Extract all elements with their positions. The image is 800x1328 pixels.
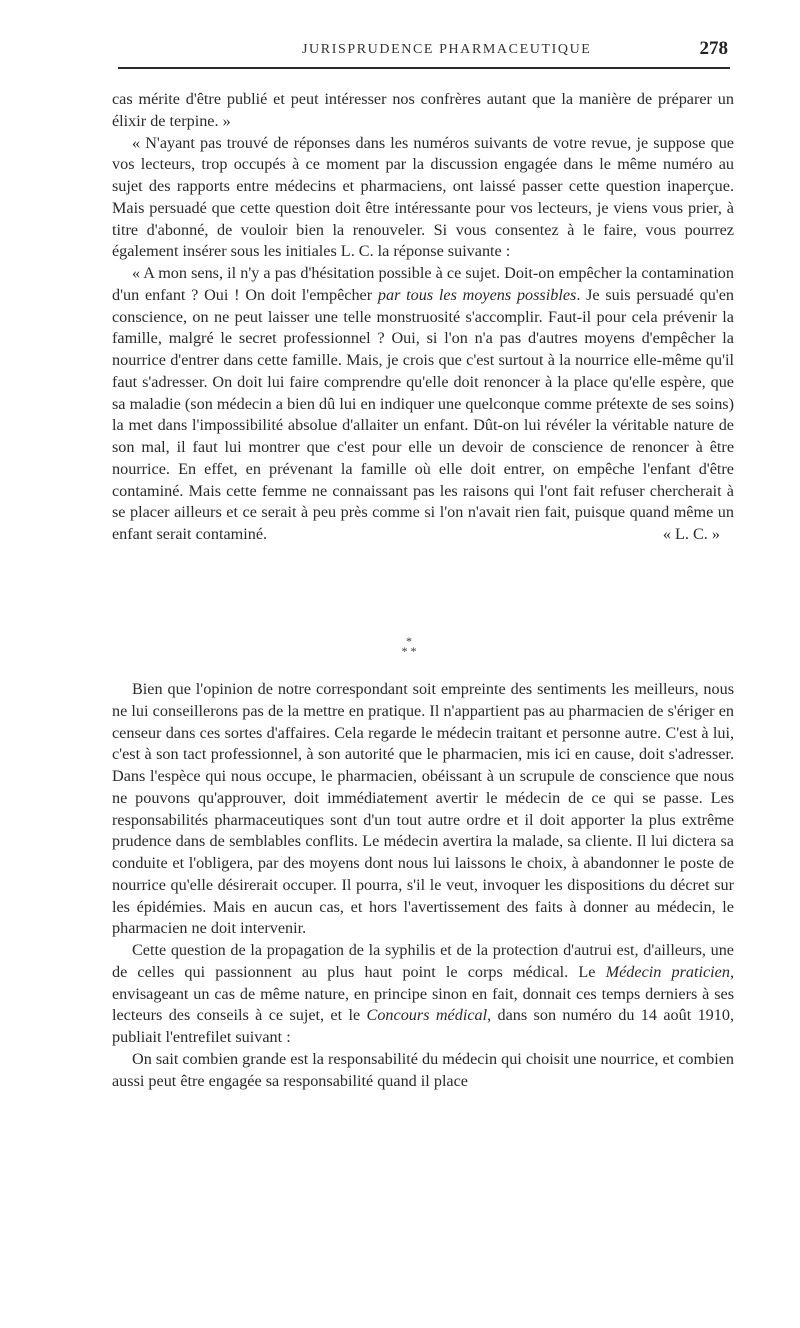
paragraph-editorial-response: Bien que l'opinion de notre correspondant soit empreinte des sentiments les meilleurs, nous ne lui conseillerons pas de la mettre en pratique. Il n'appartient pas au pharmacien de s'ériger en censeur dans ces sortes d'affaires. Cela regarde le médecin traitant et personne autre. C'est à lui, c'est à son tact professionnel, à son autorité que le pharmacien, mis ici en cause, doit s'adresser. Dans l'espèce qui nous occupe, le pharmacien, obéissant à un scrupule de conscience que nous ne pouvons qu'approuver, doit immédiatement avertir le médecin de ce qui se passe. Les responsabilités pharmaceutiques sont d'un tout autre ordre et il doit apporter la plus extrême prudence dans de semblables conflits. Le médecin avertira la malade, sa cliente. Il lui dictera sa conduite et l'obligera, par des moyens dont nous lui laissons le choix, à abandonner le poste de nourrice qu'elle désirerait occuper. Il pourra, s'il le veut, invoquer les dispositions du décret sur les épidémies. Mais en aucun cas, et hors l'avertissement des faits à donner au médecin, le pharmacien ne doit intervenir.: [112, 680, 734, 938]
paragraph-quoted-answer: [112, 263, 734, 546]
syphilis-text-a: Cette question de la propagation de la syphilis et de la protection d'autrui est, d'ailleurs, une de celles qui passionnent au plus haut point le corps médical. Le: [112, 941, 734, 981]
answer-emphasis: par tous les moyens possibles: [377, 285, 577, 304]
paragraph-syphilis-question: [112, 940, 734, 1049]
running-head: [112, 38, 728, 62]
paragraph-continuation: cas mérite d'être publié et peut intéresser nos confrères autant que la manière de préparer un élixir de terpine. »: [112, 90, 734, 130]
paragraph-letter: « N'ayant pas trouvé de réponses dans les numéros suivants de votre revue, je suppose que vos lecteurs, trop occupés à ce moment par la discussion engagée dans le même numéro au sujet des rapports entre médecins et pharmaciens, ont laissé passer cette question inaperçue. Mais persuadé que cette question doit être intéressante pour vos lecteurs, je viens vous prier, à titre d'abonné, de vouloir bien la renouveler. Si vous consentez à le faire, vous pourrez également insérer sous les initiales L. C. la réponse suivante :: [112, 133, 734, 261]
journal-title-concours-medical: Concours médical: [366, 1006, 488, 1025]
upper-text-block: [112, 89, 734, 546]
syphilis-text-c: , dans son numéro du 14 août 1910, publiait l'entrefilet suivant :: [112, 1006, 734, 1046]
page-number: 278: [699, 38, 728, 59]
paragraph-nourrice-responsibility: On sait combien grande est la responsabilité du médecin qui choisit une nourrice, et combien aussi peut être engagée sa responsabilité quand il place: [112, 1049, 734, 1090]
syphilis-text-b: , envisageant un cas de même nature, en principe sinon en fait, donnait ces temps derniers à ses lecteurs des conseils à ce sujet, et le: [112, 962, 734, 1025]
signature-initials: « L. C. »: [662, 525, 720, 543]
header-rule: [118, 67, 730, 69]
journal-title-medecin-praticien: Médecin praticien: [605, 962, 730, 981]
section-separator-asterism: * * *: [401, 634, 417, 658]
answer-text-end: . Je suis persuadé qu'en conscience, on ne peut laisser une telle monstruosité s'accomplir. Faut-il pour cela prévenir la famille, malgré le secret professionnel ? Oui, si l'on n'a pas d'autres moyens d'empêcher la nourrice d'entrer dans cette famille. Mais, je crois que c'est surtout à la nourrice elle-même qu'il faut s'adresser. On doit lui faire comprendre qu'elle doit renoncer à la place qu'elle espère, que sa maladie (son médecin a bien dû lui en indiquer une quelconque comme prétexte de ses soins) la met dans l'impossibilité absolue d'allaiter un enfant. Dût-on lui révéler la véritable nature de son mal, il faut lui montrer que c'est pour elle un devoir de conscience de renoncer à être nourrice. En effet, en prévenant la famille où elle doit entrer, on empêche l'enfant d'être contaminé. Mais cette femme ne connaissant pas les raisons qui l'ont fait refuser chercherait à se placer ailleurs et ce serait à peu près comme si l'on n'avait rien fait, puisque quand même un enfant serait contaminé.: [112, 285, 734, 543]
answer-text-start: « A mon sens, il n'y a pas d'hésitation possible à ce sujet. Doit-on empêcher la contamination d'un enfant ? Oui ! On doit l'empêcher: [112, 264, 734, 304]
running-title: JURISPRUDENCE PHARMACEUTIQUE: [302, 42, 592, 57]
lower-text-block: [112, 679, 734, 1092]
